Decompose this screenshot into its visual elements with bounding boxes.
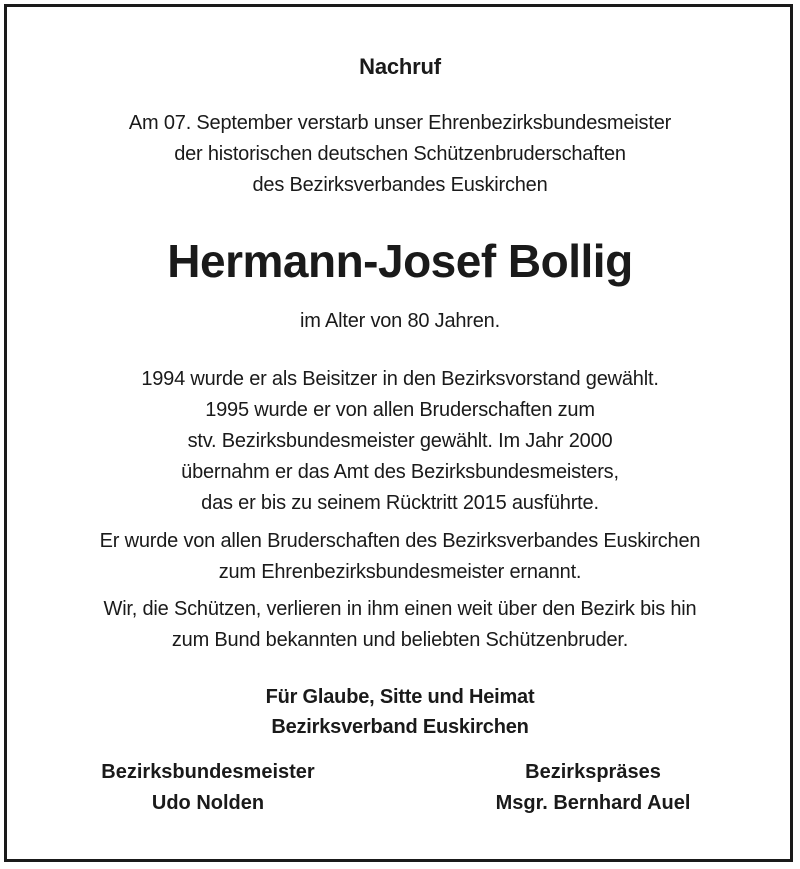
organization-line: Bezirksverband Euskirchen (271, 716, 529, 738)
paragraph3-line: Wir, die Schützen, verlieren in ihm einen weit über den Bezirk bis hin (103, 598, 697, 620)
paragraph2-line: Er wurde von allen Bruderschaften des Bezirksverbandes Euskirchen (99, 530, 701, 552)
paragraph1-line: übernahm er das Amt des Bezirksbundesmeisters, (181, 461, 619, 483)
paragraph1-line: 1994 wurde er als Beisitzer in den Bezirksvorstand gewählt. (141, 368, 659, 390)
signatory-right-name: Msgr. Bernhard Auel (495, 792, 691, 814)
intro-line: des Bezirksverbandes Euskirchen (252, 174, 548, 196)
paragraph2-line: zum Ehrenbezirksbundesmeister ernannt. (218, 561, 582, 583)
intro-line: der historischen deutschen Schützenbruderschaften (174, 143, 626, 165)
paragraph1-line: stv. Bezirksbundesmeister gewählt. Im Jahr 2000 (187, 430, 613, 452)
age-line: im Alter von 80 Jahren. (300, 310, 500, 332)
obituary-heading: Nachruf (359, 54, 441, 79)
deceased-name: Hermann-Josef Bollig (167, 235, 633, 287)
paragraph1-line: das er bis zu seinem Rücktritt 2015 ausführte. (201, 492, 599, 514)
motto-line: Für Glaube, Sitte und Heimat (265, 686, 535, 708)
signatory-left-title: Bezirksbundesmeister (101, 761, 315, 783)
signatory-left-name: Udo Nolden (151, 792, 265, 814)
paragraph1-line: 1995 wurde er von allen Bruderschaften zum (205, 399, 595, 421)
signatory-right-title: Bezirkspräses (525, 761, 661, 783)
intro-line: Am 07. September verstarb unser Ehrenbezirksbundesmeister (128, 112, 672, 134)
paragraph3-line: zum Bund bekannten und beliebten Schützenbruder. (171, 629, 629, 651)
